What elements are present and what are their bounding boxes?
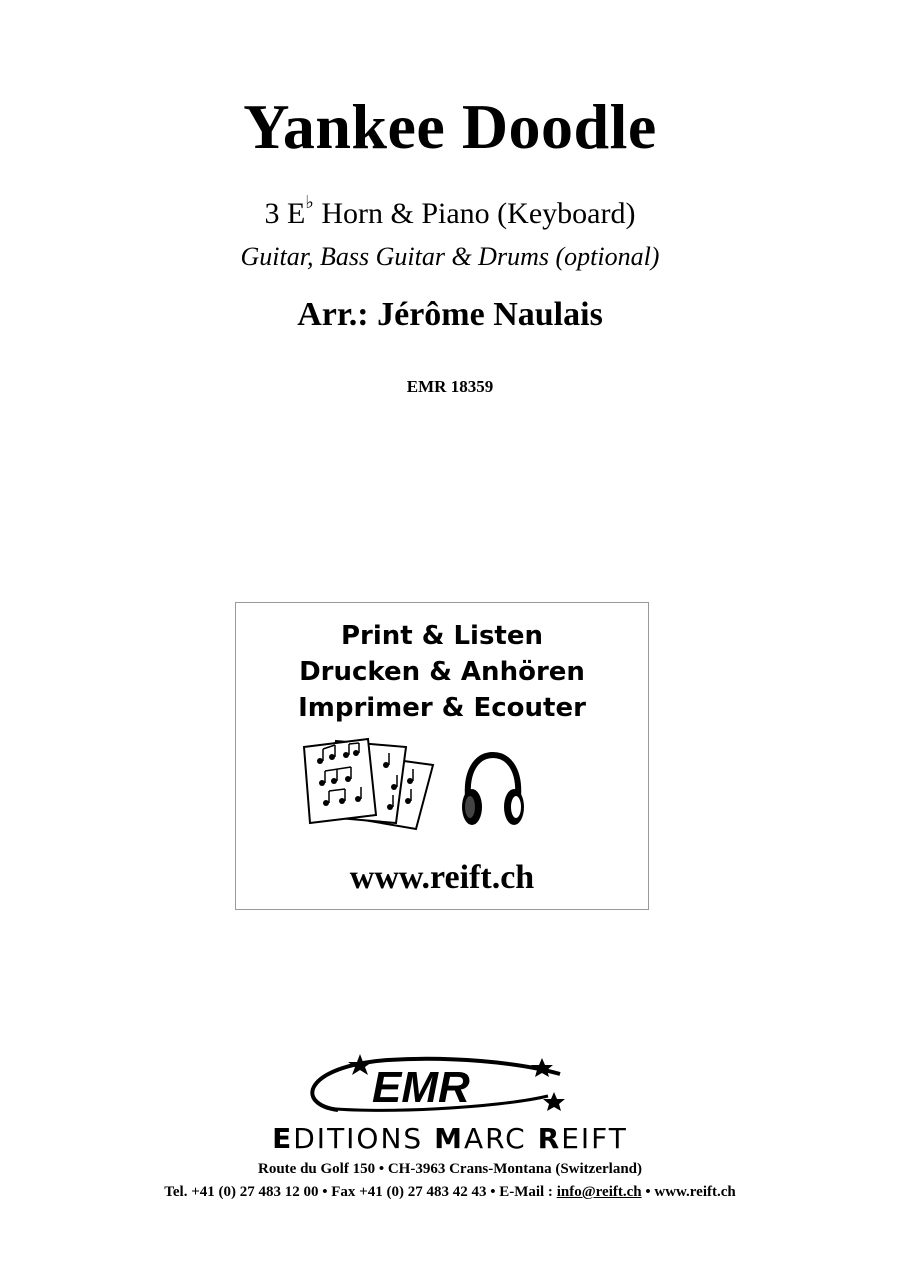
promo-line-french: Imprimer & Ecouter [298, 693, 586, 723]
contact-phone-fax: Tel. +41 (0) 27 483 12 00 • Fax +41 (0) 27 483 42 43 • E-Mail : [164, 1184, 557, 1200]
instrumentation-prefix: 3 E [264, 197, 306, 230]
headphones-icon [458, 751, 528, 831]
arranger: Arr.: Jérôme Naulais [297, 296, 603, 333]
catalog-number: EMR 18359 [406, 377, 494, 396]
instrumentation-suffix: Horn & Piano (Keyboard) [313, 197, 636, 230]
svg-text:EMR: EMR [372, 1063, 470, 1112]
promo-line-german: Drucken & Anhören [299, 657, 585, 687]
publisher-name-arc: ARC [463, 1122, 538, 1155]
promo-line-english: Print & Listen [340, 621, 544, 651]
page-title: Yankee Doodle [243, 91, 657, 162]
publisher-name-m: M [434, 1122, 464, 1155]
publisher-name-r: R [537, 1122, 562, 1155]
publisher-address: Route du Golf 150 • CH-3963 Crans-Montana (Switzerland) [258, 1161, 642, 1177]
publisher-name-eift: EIFT [561, 1122, 628, 1155]
emr-logo [298, 1052, 578, 1116]
contact-website[interactable]: • www.reift.ch [641, 1184, 736, 1200]
publisher-name-e: E [272, 1122, 294, 1155]
flat-symbol: ♭ [305, 192, 314, 212]
promo-url[interactable]: www.reift.ch [349, 859, 535, 896]
publisher-name-ditions: DITIONS [293, 1122, 435, 1155]
publisher-name [0, 1122, 900, 1155]
publisher-contact [0, 1184, 900, 1201]
email-link[interactable]: info@reift.ch [556, 1184, 642, 1200]
print-listen-box [235, 602, 649, 910]
instrumentation [0, 192, 900, 231]
sheet-music-icon [298, 735, 438, 835]
optional-instruments: Guitar, Bass Guitar & Drums (optional) [240, 242, 660, 271]
